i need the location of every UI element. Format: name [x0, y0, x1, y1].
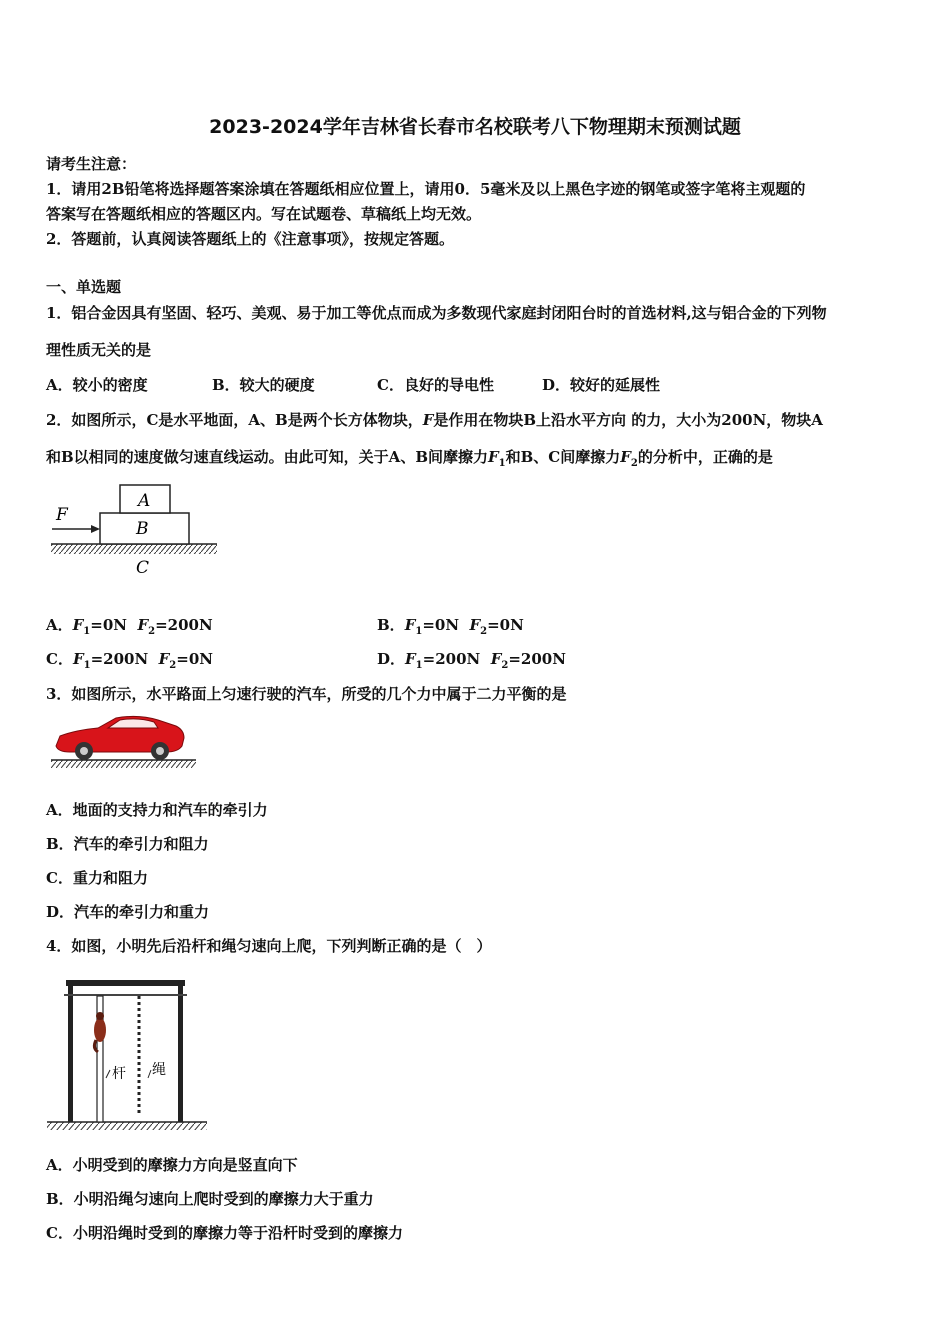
force-arrow-head — [91, 525, 100, 533]
q4-option-b: B．小明沿绳匀速向上爬时受到的摩擦力大于重力 — [46, 1190, 374, 1208]
q2-f1-subscript: 1 — [498, 458, 506, 469]
notice-item-2: 2．答题前，认真阅读答题纸上的《注意事项》，按规定答题。 — [46, 230, 454, 248]
f1-value: =0N — [90, 616, 127, 634]
f2-subscript: 2 — [501, 660, 509, 671]
f2-value: =0N — [487, 616, 524, 634]
q2-option-b — [377, 614, 524, 637]
q1-option-a: A．较小的密度 — [46, 376, 148, 394]
f2-subscript: 2 — [480, 626, 488, 637]
f2-symbol: F — [137, 616, 149, 634]
label-c: C — [136, 558, 150, 578]
label-a: A — [138, 491, 151, 511]
f2-subscript: 2 — [148, 626, 156, 637]
f2-symbol: F — [490, 650, 502, 668]
climber-head — [96, 1012, 104, 1020]
q2-option-d — [377, 648, 566, 671]
notice-heading: 请考生注意： — [46, 155, 137, 173]
notice-item-1-line-2: 答案写在答题纸相应的答题区内。写在试题卷、草稿纸上均无效。 — [46, 205, 482, 223]
label-b: B — [136, 519, 149, 539]
car-hub-front — [80, 747, 88, 755]
car-hub-rear — [156, 747, 164, 755]
q4-stem: 4．如图，小明先后沿杆和绳匀速向上爬，下列判断正确的是（ ） — [46, 937, 492, 955]
q4-option-c: C．小明沿绳时受到的摩擦力等于沿杆时受到的摩擦力 — [46, 1224, 403, 1242]
q3-car-figure — [46, 708, 201, 772]
q2-option-b-letter: B． — [377, 616, 405, 634]
f1-value: =200N — [422, 650, 481, 668]
f1-symbol: F — [404, 616, 416, 634]
f1-subscript: 1 — [83, 660, 91, 671]
q2-stem-text-c: 和B以相同的速度做匀速直线运动。由此可知，关于A、B间摩擦力 — [46, 448, 488, 466]
q2-option-a-letter: A． — [46, 616, 73, 634]
f2-symbol: F — [158, 650, 170, 668]
f1-symbol: F — [72, 650, 84, 668]
f2-value: =0N — [176, 650, 213, 668]
q3-stem: 3．如图所示，水平路面上匀速行驶的汽车，所受的几个力中属于二力平衡的是 — [46, 685, 567, 703]
q2-stem-line-2 — [46, 446, 773, 469]
q1-stem-line-2: 理性质无关的是 — [46, 341, 152, 359]
f1-value: =0N — [422, 616, 460, 634]
q2-stem-text-d: 和B、C间摩擦力 — [505, 448, 621, 466]
q3-option-d: D．汽车的牵引力和重力 — [46, 903, 210, 921]
notice-item-1-line-1: 1．请用2B铅笔将选择题答案涂填在答题纸相应位置上，请用0．5毫米及以上黑色字迹的钢笔或签字笔将主观题的 — [46, 180, 806, 198]
q3-option-b: B．汽车的牵引力和阻力 — [46, 835, 209, 853]
f2-subscript: 2 — [169, 660, 177, 671]
q2-option-c-letter: C． — [46, 650, 73, 668]
f1-subscript: 1 — [83, 626, 91, 637]
q2-f2-subscript: 2 — [630, 458, 638, 469]
page-title: 2023-2024学年吉林省长春市名校联考八下物理期末预测试题 — [209, 116, 741, 138]
frame-right-post — [178, 980, 183, 1122]
q4-option-a: A．小明受到的摩擦力方向是竖直向下 — [46, 1156, 298, 1174]
q2-force-symbol: F — [422, 411, 434, 429]
f2-value: =200N — [508, 650, 566, 668]
q2-stem-text-b: 是作用在物块B上沿水平方向 的力，大小为200N，物块A — [433, 411, 823, 429]
q2-option-d-letter: D． — [377, 650, 406, 668]
road-hatch — [51, 760, 196, 768]
frame-left-post — [68, 980, 73, 1122]
f1-subscript: 1 — [415, 626, 423, 637]
label-f: F — [56, 505, 68, 525]
q2-stem-text-e: 的分析中，正确的是 — [637, 448, 773, 466]
frame-crossbar — [64, 994, 187, 996]
pole-label-pointer — [106, 1070, 110, 1078]
q2-option-c — [46, 648, 213, 671]
f1-symbol: F — [405, 650, 416, 668]
q3-option-a: A．地面的支持力和汽车的牵引力 — [46, 801, 268, 819]
f2-value: =200N — [155, 616, 213, 634]
rope-label-pointer — [148, 1070, 151, 1078]
q2-option-a — [46, 614, 213, 637]
section-heading: 一、单选题 — [46, 278, 122, 296]
q2-stem-text-a: 2．如图所示，C是水平地面，A、B是两个长方体物块， — [46, 411, 423, 429]
q2-f2-symbol: F — [620, 448, 631, 466]
floor-hatch — [47, 1122, 207, 1130]
f1-value: =200N — [90, 650, 149, 668]
f2-symbol: F — [469, 616, 481, 634]
q2-f1-symbol: F — [488, 448, 499, 466]
q2-blocks-figure — [46, 480, 226, 580]
climber-body — [94, 1018, 106, 1042]
f1-symbol: F — [72, 616, 84, 634]
q1-option-b: B．较大的硬度 — [212, 376, 315, 394]
q2-stem-line-1 — [46, 409, 823, 430]
rope-label: 绳 — [152, 1062, 166, 1078]
f1-subscript: 1 — [415, 660, 423, 671]
q1-stem-line-1: 1．铝合金因具有坚固、轻巧、美观、易于加工等优点而成为多数现代家庭封闭阳台时的首选材料,这与铝合金的下列物 — [46, 304, 827, 322]
q1-option-d: D．较好的延展性 — [542, 376, 661, 394]
pole-label: 杆 — [112, 1066, 126, 1082]
ground-hatch — [51, 544, 217, 554]
q4-pole-rope-figure — [44, 970, 214, 1135]
q3-option-c: C．重力和阻力 — [46, 869, 148, 887]
frame-top-beam — [66, 980, 185, 986]
q1-option-c: C．良好的导电性 — [377, 376, 494, 394]
